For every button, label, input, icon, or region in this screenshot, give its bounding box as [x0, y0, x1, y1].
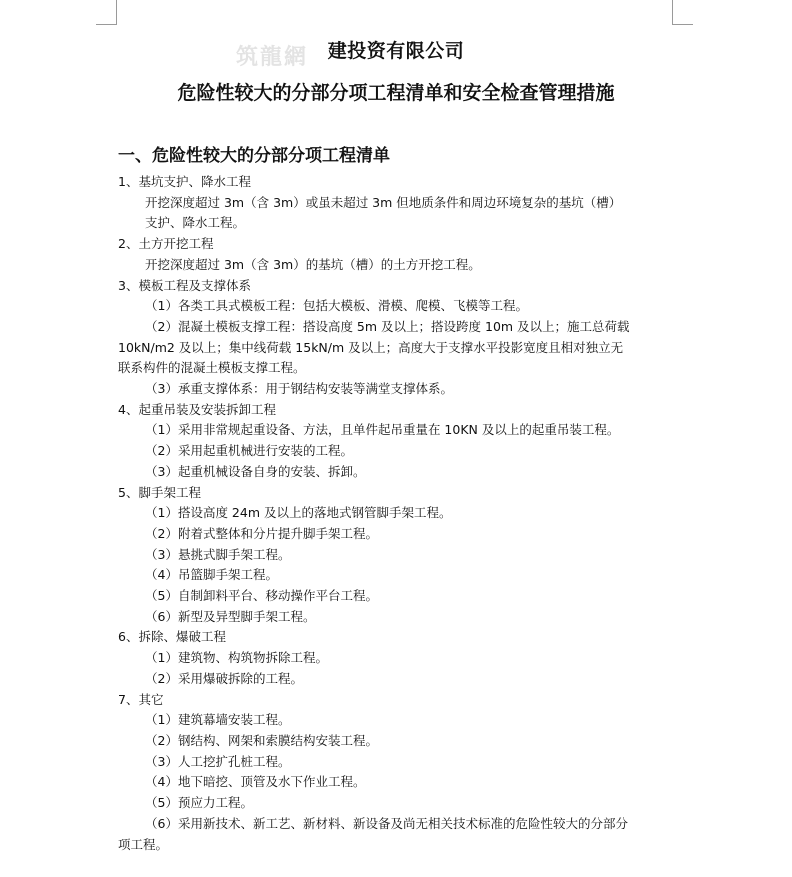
- document-title: 危险性较大的分部分项工程清单和安全检查管理措施: [177, 82, 615, 104]
- sub-item: （3）起重机械设备自身的安装、拆卸。: [145, 463, 366, 479]
- item-heading: 4、起重吊装及安装拆卸工程: [118, 401, 276, 417]
- sub-item: （2）采用爆破拆除的工程。: [145, 670, 303, 686]
- page-corner-mark-right: [672, 0, 693, 25]
- sub-item: （1）各类工具式模板工程：包括大模板、滑模、爬模、飞模等工程。: [145, 298, 528, 314]
- sub-item: （6）新型及异型脚手架工程。: [145, 608, 316, 624]
- sub-item: （5）自制卸料平台、移动操作平台工程。: [145, 588, 378, 604]
- body-line: 10kN/m2 及以上；集中线荷载 15kN/m 及以上；高度大于支撑水平投影宽度且相对独立无: [118, 339, 624, 355]
- sub-item: （1）搭设高度 24m 及以上的落地式钢管脚手架工程。: [145, 505, 452, 521]
- item-heading: 1、基坑支护、降水工程: [118, 174, 251, 189]
- sub-item: （1）建筑幕墙安装工程。: [145, 712, 291, 728]
- sub-item: （3）悬挑式脚手架工程。: [145, 546, 291, 562]
- sub-item: （2）混凝土模板支撑工程：搭设高度 5m 及以上；搭设跨度 10m 及以上；施工总荷载: [145, 318, 630, 334]
- item-heading: 6、拆除、爆破工程: [118, 629, 226, 645]
- company-title: 建投资有限公司: [327, 40, 465, 62]
- sub-item: （6）采用新技术、新工艺、新材料、新设备及尚无相关技术标准的危险性较大的分部分: [145, 815, 628, 831]
- sub-item: （5）预应力工程。: [145, 795, 253, 811]
- sub-item: （3）承重支撑体系：用于钢结构安装等满堂支撑体系。: [145, 381, 453, 397]
- sub-item: （1）建筑物、构筑物拆除工程。: [145, 650, 328, 666]
- body-line: 支护、降水工程。: [145, 215, 246, 231]
- sub-item: （2）采用起重机械进行安装的工程。: [145, 443, 353, 459]
- sub-item: （4）地下暗挖、顶管及水下作业工程。: [145, 774, 366, 790]
- item-heading: 2、土方开挖工程: [118, 236, 214, 252]
- body-line: 联系构件的混凝土模板支撑工程。: [118, 360, 306, 376]
- body-line: 开挖深度超过 3m（含 3m）或虽未超过 3m 但地质条件和周边环境复杂的基坑（槽）: [145, 194, 622, 210]
- sub-item: （4）吊篮脚手架工程。: [145, 567, 278, 583]
- item-heading: 3、模板工程及支撑体系: [118, 277, 251, 293]
- sub-item: （3）人工挖扩孔桩工程。: [145, 753, 291, 769]
- item-heading: 7、其它: [118, 691, 164, 707]
- item-heading: 5、脚手架工程: [118, 484, 201, 500]
- watermark: 筑龍網: [236, 44, 309, 70]
- body-line: 项工程。: [118, 836, 169, 852]
- document-body: [118, 172, 678, 855]
- sub-item: （1）采用非常规起重设备、方法，且单件起吊重量在 10KN 及以上的起重吊装工程。: [145, 422, 620, 438]
- sub-item: （2）钢结构、网架和索膜结构安装工程。: [145, 732, 378, 748]
- sub-item: （2）附着式整体和分片提升脚手架工程。: [145, 525, 378, 541]
- section-heading: 一、危险性较大的分部分项工程清单: [118, 146, 390, 166]
- body-line: 开挖深度超过 3m（含 3m）的基坑（槽）的土方开挖工程。: [145, 256, 481, 272]
- page-corner-mark-left: [96, 0, 117, 25]
